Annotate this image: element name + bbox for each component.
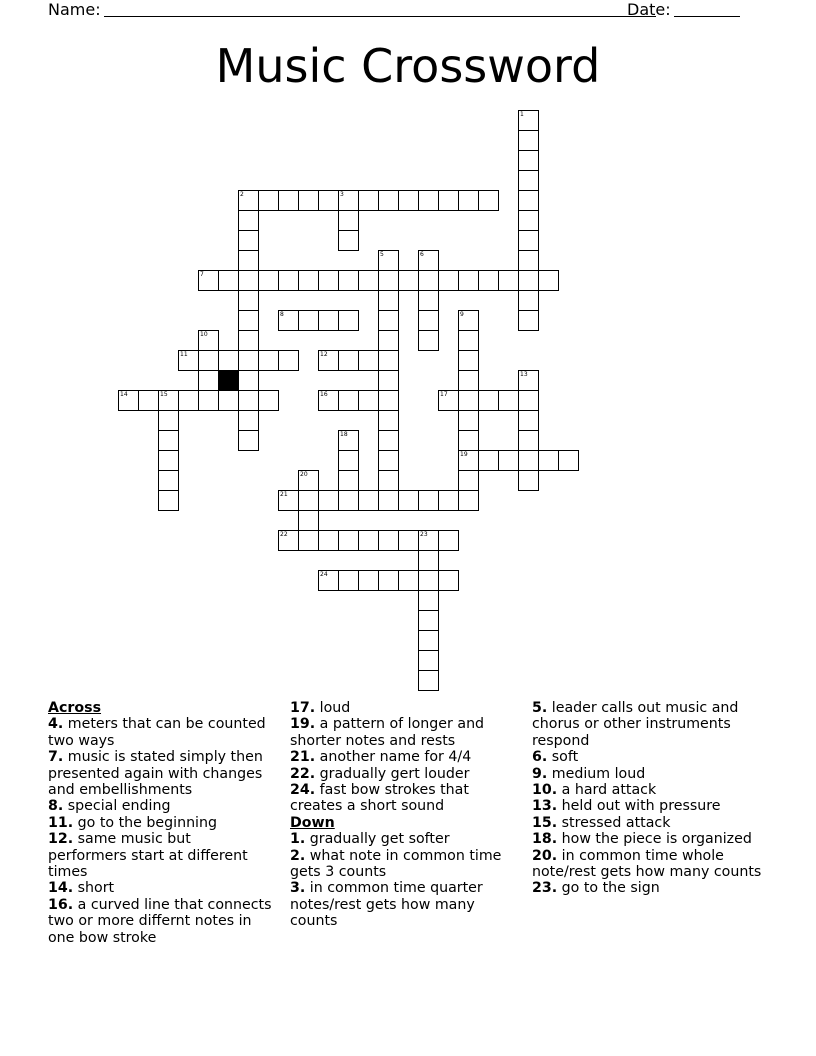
crossword-cell[interactable] bbox=[198, 370, 219, 391]
crossword-cell[interactable] bbox=[518, 230, 539, 251]
crossword-cell[interactable] bbox=[418, 310, 439, 331]
cell-number: 22 bbox=[280, 531, 288, 538]
clue-number: 11. bbox=[48, 814, 74, 831]
clue-column-3 bbox=[532, 700, 772, 897]
crossword-cell[interactable] bbox=[218, 390, 239, 411]
crossword-cell[interactable] bbox=[358, 570, 379, 591]
down-clue bbox=[532, 749, 772, 765]
crossword-cell[interactable] bbox=[378, 430, 399, 451]
crossword-cell[interactable] bbox=[238, 210, 259, 231]
crossword-cell[interactable] bbox=[398, 530, 419, 551]
crossword-cell[interactable] bbox=[398, 490, 419, 511]
crossword-cell[interactable] bbox=[258, 190, 279, 211]
crossword-cell[interactable] bbox=[518, 390, 539, 411]
cell-number: 14 bbox=[120, 391, 128, 398]
clue-number: 20. bbox=[532, 847, 558, 864]
crossword-cell[interactable] bbox=[518, 470, 539, 491]
crossword-cell[interactable] bbox=[418, 590, 439, 611]
crossword-cell[interactable] bbox=[238, 250, 259, 271]
cell-number: 7 bbox=[200, 271, 204, 278]
crossword-cell[interactable] bbox=[518, 210, 539, 231]
cell-number: 5 bbox=[380, 251, 384, 258]
crossword-cell[interactable] bbox=[318, 270, 339, 291]
crossword-cell[interactable] bbox=[258, 390, 279, 411]
cell-number: 16 bbox=[320, 391, 328, 398]
crossword-cell[interactable] bbox=[338, 470, 359, 491]
crossword-cell[interactable] bbox=[238, 410, 259, 431]
crossword-cell[interactable] bbox=[178, 390, 199, 411]
across-clue bbox=[48, 798, 273, 814]
crossword-cell[interactable] bbox=[318, 490, 339, 511]
crossword-cell[interactable] bbox=[378, 250, 399, 271]
crossword-cell[interactable] bbox=[438, 570, 459, 591]
crossword-cell[interactable] bbox=[418, 490, 439, 511]
crossword-cell[interactable] bbox=[518, 250, 539, 271]
clue-text: held out with pressure bbox=[557, 798, 721, 815]
down-clue bbox=[532, 831, 772, 847]
cell-number: 21 bbox=[280, 491, 288, 498]
crossword-cell[interactable] bbox=[498, 390, 519, 411]
crossword-cell[interactable] bbox=[538, 450, 559, 471]
crossword-cell[interactable] bbox=[338, 210, 359, 231]
crossword-cell[interactable] bbox=[318, 390, 339, 411]
down-clue bbox=[532, 782, 772, 798]
crossword-cell[interactable] bbox=[458, 350, 479, 371]
clue-number: 3. bbox=[290, 880, 306, 897]
crossword-cell[interactable] bbox=[518, 270, 539, 291]
clue-number: 24. bbox=[290, 782, 316, 799]
crossword-cell[interactable] bbox=[258, 270, 279, 291]
clue-number: 19. bbox=[290, 716, 316, 733]
across-clue bbox=[290, 716, 515, 749]
crossword-cell[interactable] bbox=[418, 530, 439, 551]
crossword-cell[interactable] bbox=[458, 450, 479, 471]
down-clue bbox=[290, 831, 515, 847]
clue-number: 7. bbox=[48, 749, 64, 766]
crossword-cell[interactable] bbox=[238, 230, 259, 251]
crossword-cell[interactable] bbox=[378, 390, 399, 411]
clue-number: 21. bbox=[290, 749, 316, 766]
crossword-cell[interactable] bbox=[418, 630, 439, 651]
crossword-cell[interactable] bbox=[378, 350, 399, 371]
crossword-cell[interactable] bbox=[398, 570, 419, 591]
date-label: Date: bbox=[627, 0, 671, 19]
clue-number: 17. bbox=[290, 700, 316, 716]
down-clue bbox=[532, 766, 772, 782]
across-clue bbox=[48, 880, 273, 896]
cell-number: 20 bbox=[300, 471, 308, 478]
cell-number: 11 bbox=[180, 351, 188, 358]
crossword-cell[interactable] bbox=[238, 330, 259, 351]
clue-text: gradually gert louder bbox=[315, 765, 470, 782]
crossword-cell[interactable] bbox=[458, 370, 479, 391]
crossword-cell[interactable] bbox=[198, 270, 219, 291]
crossword-cell[interactable] bbox=[318, 310, 339, 331]
crossword-cell[interactable] bbox=[298, 530, 319, 551]
crossword-cell[interactable] bbox=[418, 250, 439, 271]
crossword-cell[interactable] bbox=[338, 490, 359, 511]
clue-text: soft bbox=[547, 749, 579, 766]
across-clue bbox=[48, 749, 273, 798]
crossword-cell[interactable] bbox=[358, 270, 379, 291]
crossword-cell[interactable] bbox=[378, 270, 399, 291]
crossword-cell[interactable] bbox=[238, 290, 259, 311]
crossword-cell[interactable] bbox=[398, 270, 419, 291]
crossword-cell[interactable] bbox=[278, 530, 299, 551]
clue-text: go to the sign bbox=[557, 880, 660, 897]
crossword-cell[interactable] bbox=[558, 450, 579, 471]
crossword-cell[interactable] bbox=[478, 390, 499, 411]
crossword-cell[interactable] bbox=[338, 350, 359, 371]
clue-number: 13. bbox=[532, 798, 558, 815]
crossword-cell[interactable] bbox=[458, 330, 479, 351]
across-clue bbox=[48, 815, 273, 831]
across-clue bbox=[290, 782, 515, 815]
crossword-cell[interactable] bbox=[438, 270, 459, 291]
crossword-cell[interactable] bbox=[158, 430, 179, 451]
crossword-cell[interactable] bbox=[198, 390, 219, 411]
cell-number: 9 bbox=[460, 311, 464, 318]
crossword-cell[interactable] bbox=[378, 450, 399, 471]
crossword-cell[interactable] bbox=[378, 490, 399, 511]
crossword-cell[interactable] bbox=[338, 530, 359, 551]
crossword-cell[interactable] bbox=[478, 270, 499, 291]
crossword-cell[interactable] bbox=[378, 530, 399, 551]
crossword-cell[interactable] bbox=[198, 330, 219, 351]
crossword-cell[interactable] bbox=[518, 430, 539, 451]
crossword-cell[interactable] bbox=[338, 570, 359, 591]
cell-number: 8 bbox=[280, 311, 284, 318]
crossword-cell[interactable] bbox=[438, 490, 459, 511]
clue-number: 2. bbox=[290, 847, 306, 864]
cell-number: 6 bbox=[420, 251, 424, 258]
crossword-cell[interactable] bbox=[318, 530, 339, 551]
cell-number: 18 bbox=[340, 431, 348, 438]
clue-text: loud bbox=[315, 700, 351, 716]
crossword-cell[interactable] bbox=[418, 670, 439, 691]
cell-number: 23 bbox=[420, 531, 428, 538]
crossword-cell[interactable] bbox=[158, 390, 179, 411]
crossword-cell[interactable] bbox=[518, 410, 539, 431]
crossword-cell[interactable] bbox=[298, 190, 319, 211]
crossword-cell[interactable] bbox=[378, 570, 399, 591]
crossword-cell[interactable] bbox=[418, 610, 439, 631]
clue-text: gradually get softer bbox=[305, 831, 450, 848]
crossword-cell[interactable] bbox=[278, 350, 299, 371]
crossword-cell[interactable] bbox=[458, 270, 479, 291]
crossword-cell[interactable] bbox=[238, 350, 259, 371]
crossword-cell[interactable] bbox=[238, 270, 259, 291]
clue-number: 23. bbox=[532, 880, 558, 897]
cell-number: 24 bbox=[320, 571, 328, 578]
clue-text: medium loud bbox=[547, 765, 646, 782]
crossword-cell[interactable] bbox=[378, 330, 399, 351]
crossword-cell[interactable] bbox=[238, 390, 259, 411]
crossword-cell[interactable] bbox=[238, 370, 259, 391]
cell-number: 10 bbox=[200, 331, 208, 338]
crossword-cell[interactable] bbox=[378, 310, 399, 331]
crossword-cell[interactable] bbox=[338, 310, 359, 331]
black-cell bbox=[218, 370, 239, 391]
crossword-cell[interactable] bbox=[118, 390, 139, 411]
crossword-cell[interactable] bbox=[518, 450, 539, 471]
clue-text: in common time whole note/rest gets how many counts bbox=[532, 847, 762, 881]
crossword-cell[interactable] bbox=[358, 490, 379, 511]
clue-column-2 bbox=[290, 700, 515, 930]
crossword-cell[interactable] bbox=[458, 190, 479, 211]
clue-column-1 bbox=[48, 700, 273, 946]
crossword-cell[interactable] bbox=[518, 130, 539, 151]
clue-text: music is stated simply then presented again with changes and embellishments bbox=[48, 749, 263, 799]
crossword-cell[interactable] bbox=[458, 470, 479, 491]
crossword-cell[interactable] bbox=[378, 190, 399, 211]
crossword-cell[interactable] bbox=[338, 270, 359, 291]
crossword-cell[interactable] bbox=[418, 650, 439, 671]
crossword-cell[interactable] bbox=[238, 190, 259, 211]
across-clue bbox=[48, 716, 273, 749]
clue-text: special ending bbox=[63, 798, 171, 815]
clue-text: how the piece is organized bbox=[557, 831, 752, 848]
clue-number: 18. bbox=[532, 831, 558, 848]
cell-number: 3 bbox=[340, 191, 344, 198]
down-clue bbox=[532, 815, 772, 831]
crossword-cell[interactable] bbox=[338, 450, 359, 471]
crossword-cell[interactable] bbox=[458, 390, 479, 411]
clue-number: 9. bbox=[532, 765, 548, 782]
crossword-cell[interactable] bbox=[478, 450, 499, 471]
down-clue bbox=[290, 848, 515, 881]
crossword-cell[interactable] bbox=[378, 410, 399, 431]
down-clue bbox=[290, 880, 515, 929]
clue-text: stressed attack bbox=[557, 814, 671, 831]
crossword-cell[interactable] bbox=[318, 190, 339, 211]
crossword-cell[interactable] bbox=[518, 190, 539, 211]
crossword-cell[interactable] bbox=[518, 110, 539, 131]
clue-text: a pattern of longer and shorter notes and rests bbox=[290, 716, 485, 749]
crossword-cell[interactable] bbox=[338, 430, 359, 451]
cell-number: 1 bbox=[520, 111, 524, 118]
crossword-cell[interactable] bbox=[418, 550, 439, 571]
clue-number: 8. bbox=[48, 798, 64, 815]
clue-number: 14. bbox=[48, 880, 74, 897]
clue-number: 1. bbox=[290, 831, 306, 848]
crossword-cell[interactable] bbox=[318, 570, 339, 591]
cell-number: 17 bbox=[440, 391, 448, 398]
crossword-cell[interactable] bbox=[278, 190, 299, 211]
clue-text: in common time quarter notes/rest gets how many counts bbox=[290, 880, 483, 930]
name-label: Name: bbox=[48, 0, 101, 19]
crossword-cell[interactable] bbox=[518, 370, 539, 391]
crossword-cell[interactable] bbox=[518, 170, 539, 191]
crossword-cell[interactable] bbox=[518, 290, 539, 311]
crossword-cell[interactable] bbox=[238, 430, 259, 451]
clue-text: leader calls out music and chorus or other instruments respond bbox=[532, 700, 739, 749]
crossword-cell[interactable] bbox=[158, 490, 179, 511]
crossword-cell[interactable] bbox=[218, 270, 239, 291]
crossword-cell[interactable] bbox=[278, 490, 299, 511]
down-clue bbox=[532, 700, 772, 749]
across-clue bbox=[290, 749, 515, 765]
crossword-cell[interactable] bbox=[158, 410, 179, 431]
crossword-cell[interactable] bbox=[338, 390, 359, 411]
clue-number: 22. bbox=[290, 765, 316, 782]
clue-number: 4. bbox=[48, 716, 64, 733]
clue-number: 16. bbox=[48, 896, 74, 913]
crossword-cell[interactable] bbox=[238, 310, 259, 331]
crossword-cell[interactable] bbox=[298, 470, 319, 491]
down-clue bbox=[532, 880, 772, 896]
cell-number: 19 bbox=[460, 451, 468, 458]
clue-number: 5. bbox=[532, 700, 548, 716]
crossword-cell[interactable] bbox=[398, 190, 419, 211]
crossword-cell[interactable] bbox=[458, 490, 479, 511]
across-clue bbox=[290, 766, 515, 782]
crossword-cell[interactable] bbox=[358, 190, 379, 211]
crossword-cell[interactable] bbox=[278, 310, 299, 331]
crossword-cell[interactable] bbox=[298, 510, 319, 531]
crossword-cell[interactable] bbox=[478, 190, 499, 211]
crossword-cell[interactable] bbox=[418, 270, 439, 291]
crossword-cell[interactable] bbox=[418, 570, 439, 591]
crossword-cell[interactable] bbox=[418, 290, 439, 311]
crossword-cell[interactable] bbox=[298, 490, 319, 511]
clue-text: short bbox=[73, 880, 115, 897]
down-heading: Down bbox=[290, 814, 335, 831]
crossword-cell[interactable] bbox=[458, 410, 479, 431]
down-clue bbox=[532, 798, 772, 814]
crossword-cell[interactable] bbox=[538, 270, 559, 291]
crossword-cell[interactable] bbox=[458, 310, 479, 331]
crossword-cell[interactable] bbox=[518, 150, 539, 171]
crossword-cell[interactable] bbox=[298, 270, 319, 291]
clue-number: 10. bbox=[532, 782, 558, 799]
crossword-cell[interactable] bbox=[278, 270, 299, 291]
clue-text: a hard attack bbox=[557, 782, 657, 799]
clue-number: 6. bbox=[532, 749, 548, 766]
cell-number: 13 bbox=[520, 371, 528, 378]
crossword-cell[interactable] bbox=[358, 390, 379, 411]
clue-text: another name for 4/4 bbox=[315, 749, 472, 766]
crossword-cell[interactable] bbox=[198, 350, 219, 371]
clue-text: same music but performers start at different times bbox=[48, 831, 248, 881]
clue-text: fast bow strokes that creates a short sound bbox=[290, 782, 469, 815]
cell-number: 15 bbox=[160, 391, 168, 398]
clue-number: 15. bbox=[532, 814, 558, 831]
crossword-cell[interactable] bbox=[518, 310, 539, 331]
crossword-cell[interactable] bbox=[378, 290, 399, 311]
clue-text: meters that can be counted two ways bbox=[48, 716, 266, 749]
crossword-cell[interactable] bbox=[318, 350, 339, 371]
across-heading: Across bbox=[48, 700, 102, 716]
crossword-cell[interactable] bbox=[418, 190, 439, 211]
across-clue bbox=[48, 897, 273, 946]
crossword-cell[interactable] bbox=[358, 530, 379, 551]
across-clue bbox=[48, 831, 273, 880]
clue-text: what note in common time gets 3 counts bbox=[290, 847, 502, 881]
crossword-cell[interactable] bbox=[498, 450, 519, 471]
crossword-cell[interactable] bbox=[158, 470, 179, 491]
crossword-cell[interactable] bbox=[158, 450, 179, 471]
crossword-cell[interactable] bbox=[438, 190, 459, 211]
crossword-cell[interactable] bbox=[138, 390, 159, 411]
cell-number: 12 bbox=[320, 351, 328, 358]
crossword-cell[interactable] bbox=[338, 230, 359, 251]
clue-text: a curved line that connects two or more differnt notes in one bow stroke bbox=[48, 896, 272, 946]
across-clue bbox=[290, 700, 515, 716]
crossword-cell[interactable] bbox=[438, 390, 459, 411]
crossword-cell[interactable] bbox=[458, 430, 479, 451]
crossword-cell[interactable] bbox=[338, 190, 359, 211]
crossword-cell[interactable] bbox=[498, 270, 519, 291]
crossword-cell[interactable] bbox=[438, 530, 459, 551]
crossword-cell[interactable] bbox=[258, 350, 279, 371]
crossword-cell[interactable] bbox=[218, 350, 239, 371]
crossword-cell[interactable] bbox=[378, 370, 399, 391]
clue-number: 12. bbox=[48, 831, 74, 848]
crossword-cell[interactable] bbox=[378, 470, 399, 491]
clue-text: go to the beginning bbox=[73, 814, 217, 831]
crossword-cell[interactable] bbox=[358, 350, 379, 371]
crossword-cell[interactable] bbox=[418, 330, 439, 351]
cell-number: 2 bbox=[240, 191, 244, 198]
crossword-cell[interactable] bbox=[178, 350, 199, 371]
page-title: Music Crossword bbox=[215, 39, 601, 93]
down-clue bbox=[532, 848, 772, 881]
crossword-cell[interactable] bbox=[298, 310, 319, 331]
